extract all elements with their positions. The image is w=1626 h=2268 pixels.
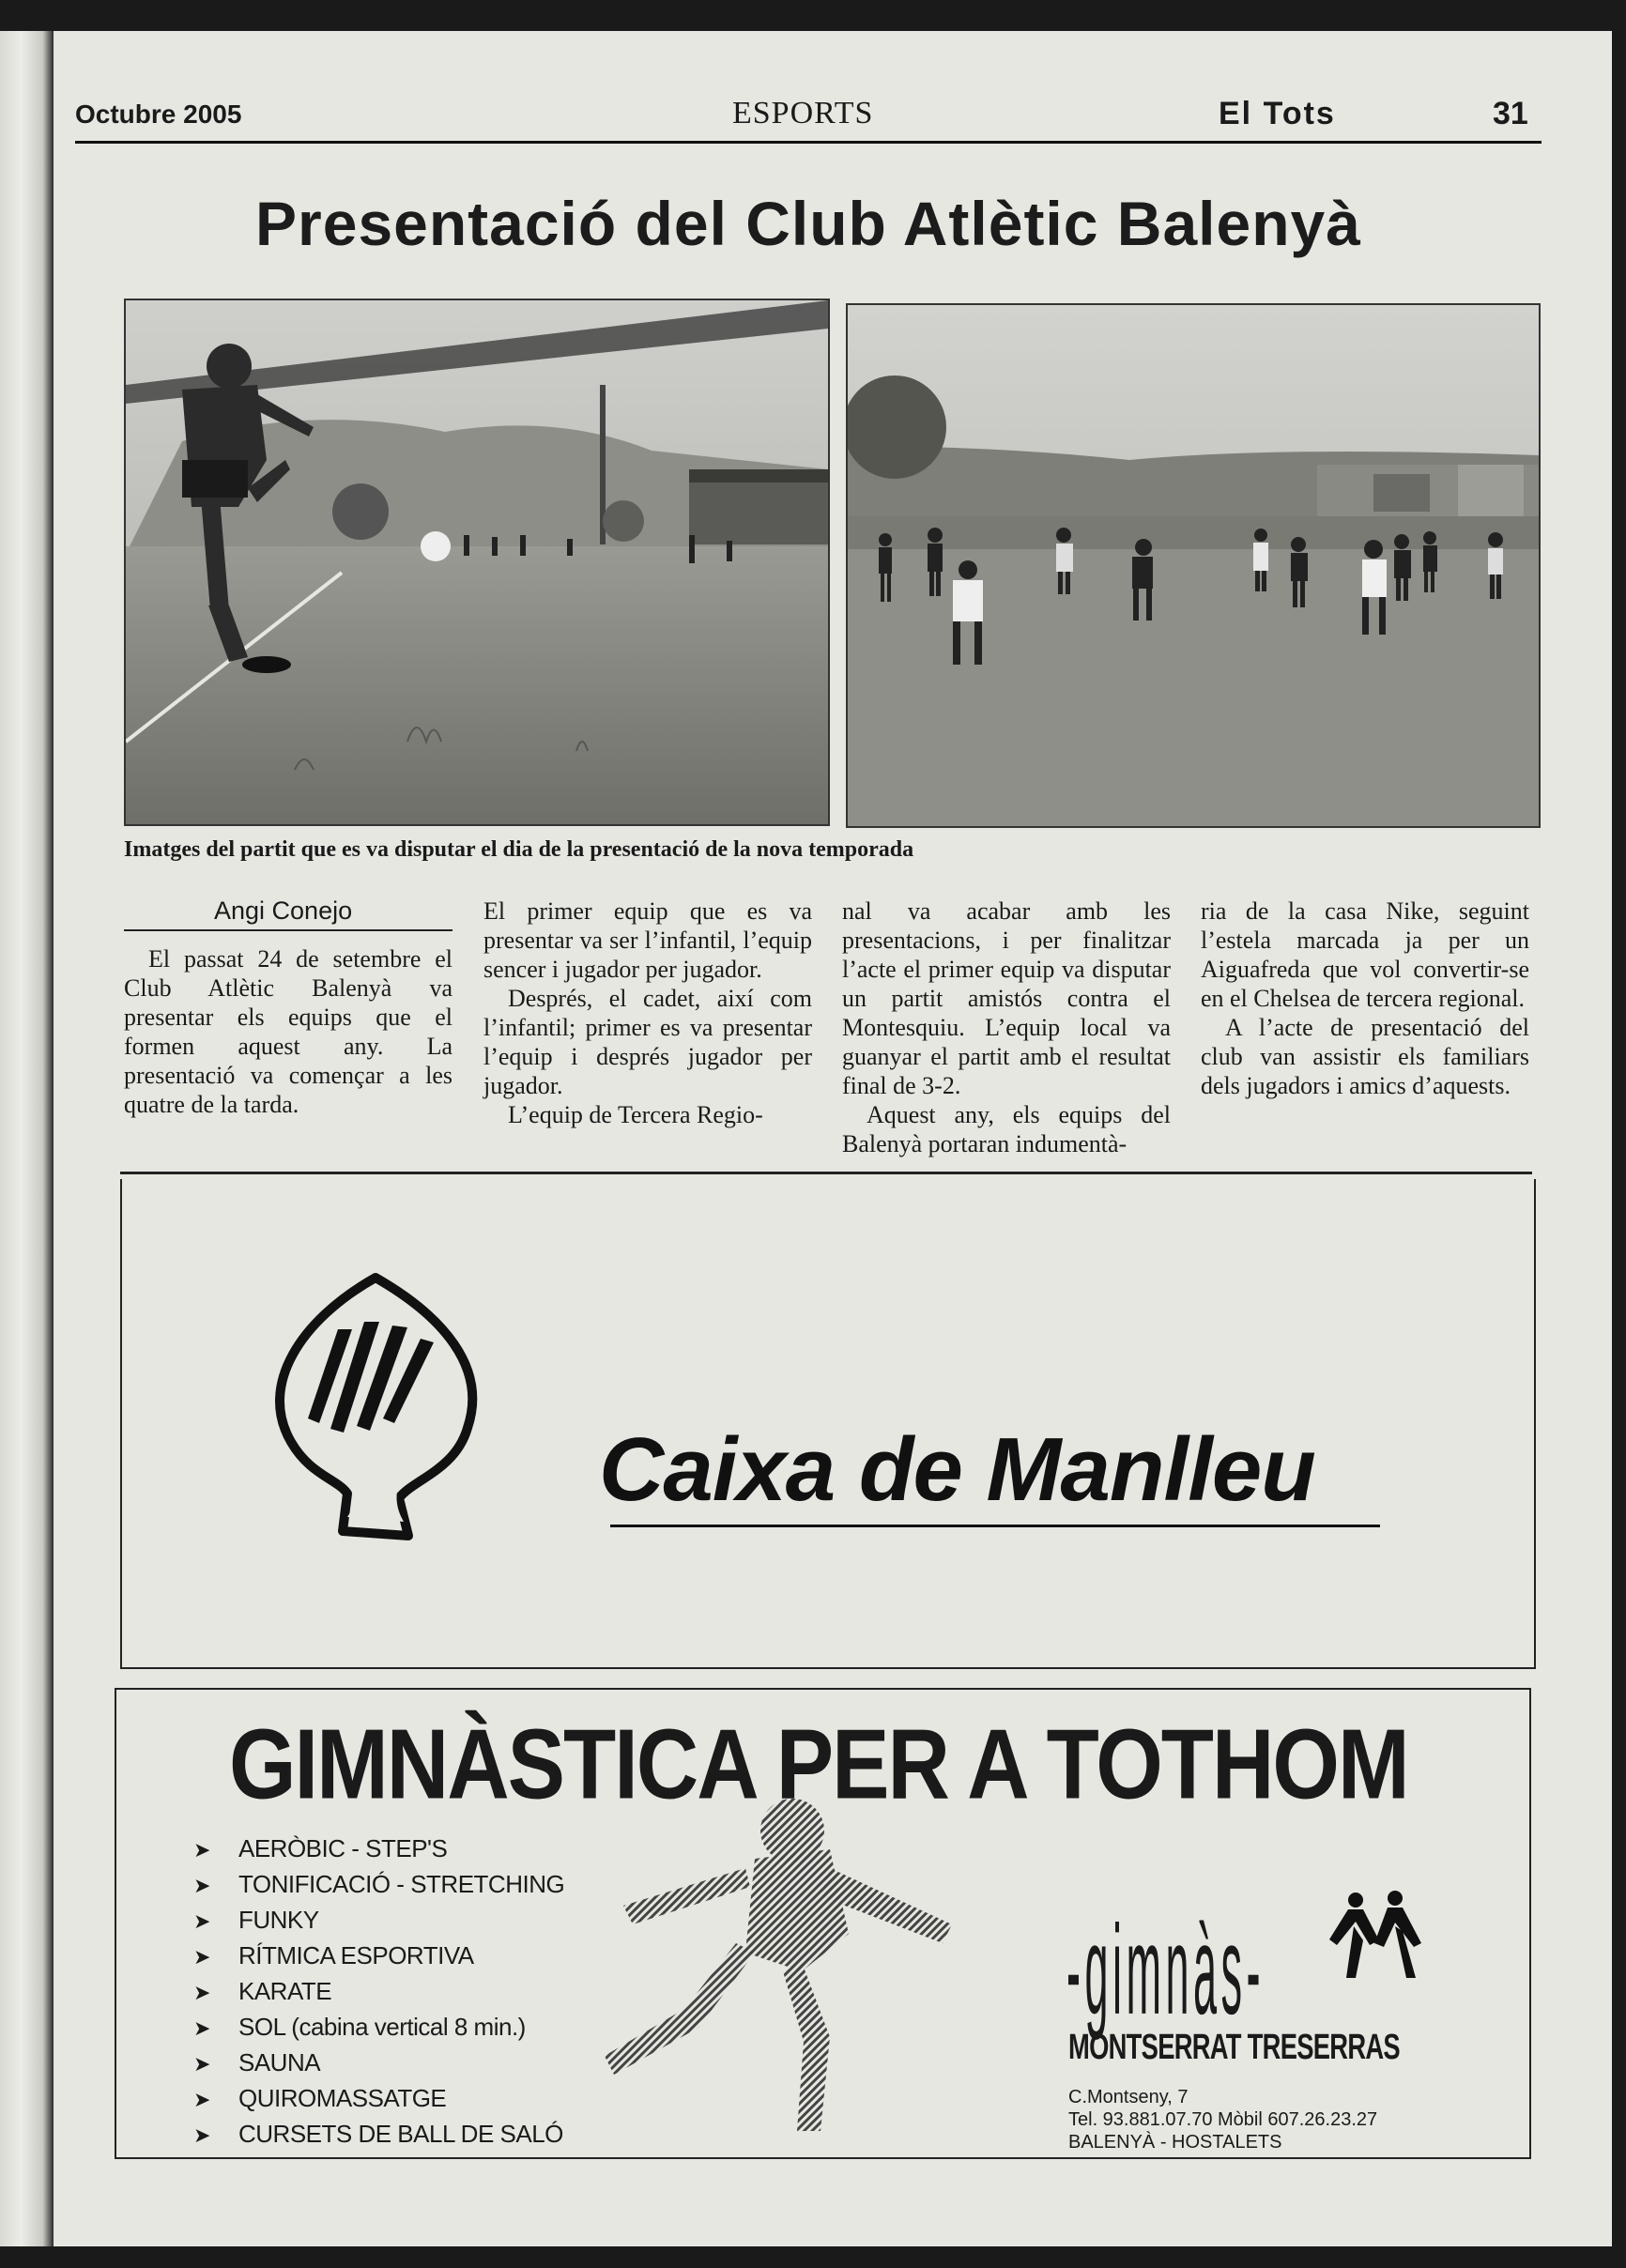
paragraph: ria de la casa Nike, seguint l’estela marcada ja per un Aiguafreda que vol convertir-se en el Chelsea de tercera regional. (1201, 897, 1529, 1012)
arrow-bullet-icon: ➤ (193, 1981, 210, 2004)
photo-player-kicking (124, 299, 830, 826)
arrow-bullet-icon: ➤ (193, 1945, 210, 1969)
brand-name: Caixa de Manlleu (599, 1419, 1315, 1520)
list-item: ➤ CURSETS DE BALL DE SALÓ (193, 2116, 564, 2152)
list-item: ➤ KARATE (193, 1973, 564, 2009)
paragraph: L’equip de Tercera Regio- (508, 1101, 763, 1128)
header-rule (75, 141, 1542, 144)
services-list (193, 1831, 564, 2152)
gym-contact (1068, 2086, 1377, 2153)
arrow-bullet-icon: ➤ (193, 2123, 210, 2147)
photo-caption: Imatges del partit que es va disputar el dia de la presentació de la nova temporada (124, 837, 914, 862)
advertisement-caixa-manlleu (120, 1179, 1536, 1669)
gym-figures-logo-icon (1327, 1889, 1431, 1983)
brand-underline (610, 1525, 1380, 1527)
article-title: Presentació del Club Atlètic Balenyà (255, 189, 1361, 258)
gym-phones: Tel. 93.881.07.70 Mòbil 607.26.23.27 (1068, 2109, 1378, 2130)
article-column-2 (483, 896, 812, 1129)
advertisement-gym (115, 1688, 1531, 2159)
arrow-bullet-icon: ➤ (193, 1909, 210, 1933)
list-item: ➤ SOL (cabina vertical 8 min.) (193, 2009, 564, 2045)
author-byline: Angi Conejo (124, 896, 453, 931)
page-binding-edge (0, 31, 54, 2246)
paragraph: nal va acabar amb les presentacions, i per finalitzar l’acte el primer equip va disputar un partit amistós contra el Montesquiu. L’equip local va guanyar el partit amb el resultat final de 3-2. (842, 897, 1171, 1099)
arrow-bullet-icon: ➤ (193, 1874, 210, 1897)
section-name: ESPORTS (732, 96, 874, 130)
list-item: ➤ AERÒBIC - STEP'S (193, 1831, 564, 1866)
arrow-bullet-icon: ➤ (193, 1838, 210, 1862)
page-header (75, 66, 1542, 143)
paragraph: Després, el cadet, així com l’infantil; primer es va presentar l’equip i després jugador per jugador. (483, 985, 812, 1099)
arrow-bullet-icon: ➤ (193, 2088, 210, 2111)
gym-logo-wordmark: -gimnàs- (1066, 1899, 1266, 2042)
list-item: ➤ QUIROMASSATGE (193, 2080, 564, 2116)
gym-address: C.Montseny, 7 (1068, 2087, 1189, 2107)
issue-date: Octubre 2005 (75, 100, 242, 129)
photo-match-play (846, 303, 1541, 828)
list-item: ➤ RÍTMICA ESPORTIVA (193, 1938, 564, 1973)
article-column-3 (842, 896, 1171, 1158)
paragraph: El passat 24 de setembre el Club Atlètic Balenyà va presentar els equips que el formen aquest any. La presentació va començar a les quatre de la tarda. (124, 945, 453, 1118)
article-column-4 (1201, 896, 1529, 1100)
shell-flame-logo-icon (253, 1264, 498, 1545)
arrow-bullet-icon: ➤ (193, 2016, 210, 2040)
article-column-1 (124, 896, 453, 1119)
gym-headline: GIMNÀSTICA PER A TOTHOM (229, 1709, 1408, 1820)
paragraph: Aquest any, els equips del Balenyà portaran indumentà- (842, 1101, 1171, 1157)
gym-owner-name: MONTSERRAT TRESERRAS (1068, 2028, 1400, 2067)
publication-name: El Tots (1219, 96, 1336, 131)
list-item: ➤ TONIFICACIÓ - STRETCHING (193, 1866, 564, 1902)
page-number: 31 (1493, 96, 1528, 131)
paragraph: A l’acte de presentació del club van assistir els familiars dels jugadors i amics d’aquests. (1201, 1014, 1529, 1099)
athlete-silhouette-icon (511, 1793, 999, 2150)
gym-location: BALENYÀ - HOSTALETS (1068, 2132, 1282, 2153)
list-item: ➤ FUNKY (193, 1902, 564, 1938)
paragraph: El primer equip que es va presentar va ser l’infantil, l’equip sencer i jugador per jugador. (483, 897, 812, 983)
ad-separator-rule (120, 1172, 1532, 1174)
arrow-bullet-icon: ➤ (193, 2052, 210, 2076)
list-item: ➤ SAUNA (193, 2045, 564, 2080)
